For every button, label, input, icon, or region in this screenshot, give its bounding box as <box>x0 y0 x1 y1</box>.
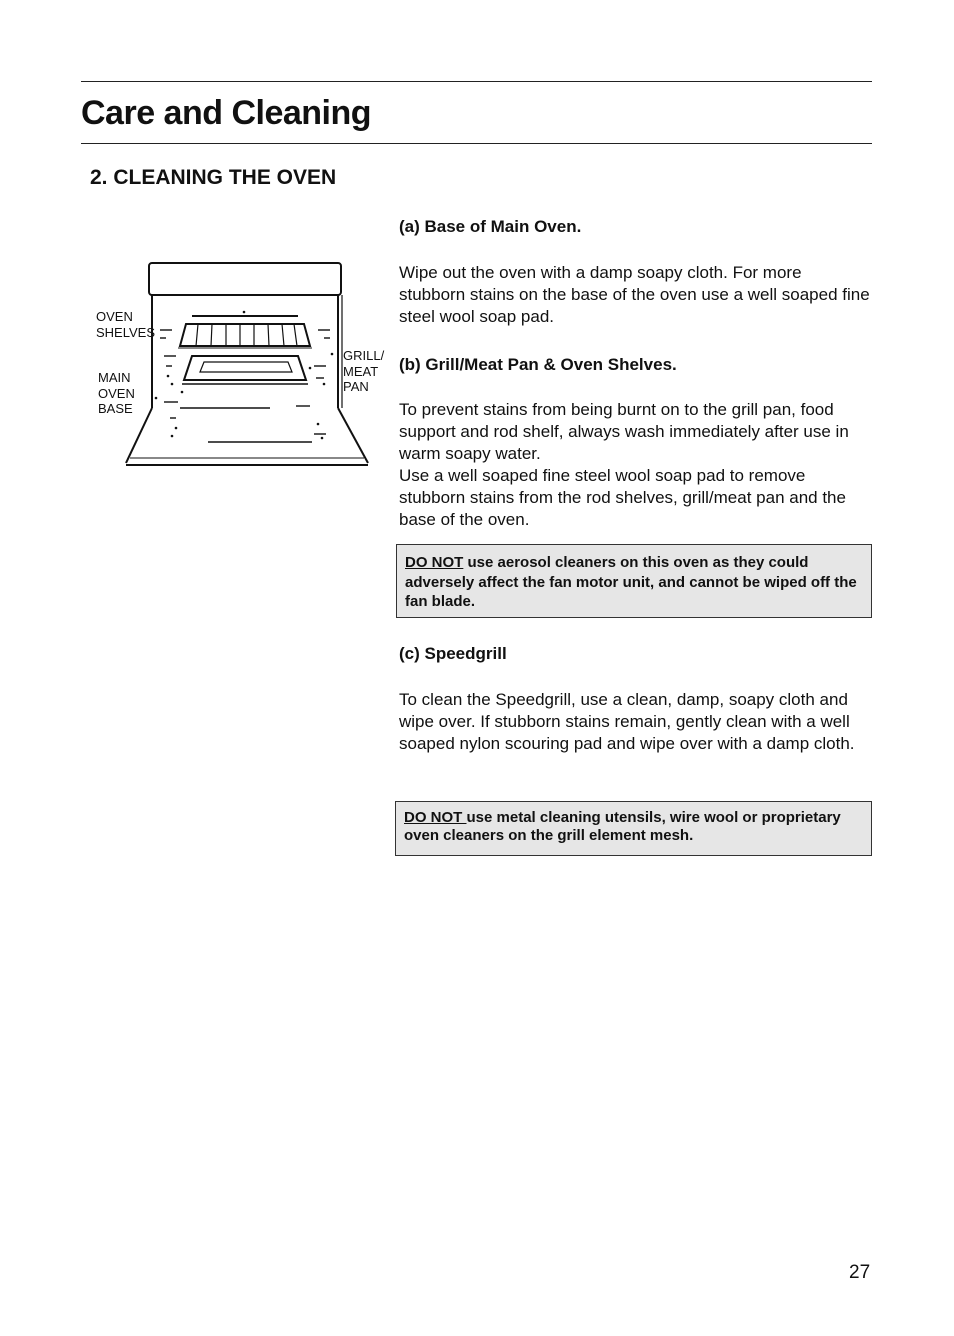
paragraph-a-wrap <box>399 262 871 328</box>
subheading-b-wrap <box>399 354 871 376</box>
oven-top-panel <box>149 263 341 295</box>
meat-pan-frame <box>184 356 306 380</box>
paragraph-b-wrap <box>399 399 871 531</box>
page-number: 27 <box>849 1262 871 1283</box>
oven-interior-illustration <box>120 258 375 473</box>
label-grill-meat-pan: GRILL/ MEAT PAN <box>343 348 385 394</box>
paragraph-base-of-main-oven: Wipe out the oven with a damp soapy cloth. For more stubborn stains on the base of the oven use a well soaped fine steel wool soap pad. <box>399 263 870 326</box>
oven-floor-left <box>126 408 152 463</box>
text-column <box>399 216 871 238</box>
paragraph-speedgrill: To clean the Speedgrill, use a clean, damp, soapy cloth and wipe over. If stubborn stains remain, gently clean with a well soaped nylon scouring pad and wipe over with a damp cloth. <box>399 690 855 753</box>
meat-pan-inner <box>200 362 292 372</box>
top-rule <box>81 81 872 82</box>
oven-floor-right <box>338 408 368 463</box>
subheading-grill-meat-pan: (b) Grill/Meat Pan & Oven Shelves. <box>399 355 677 374</box>
paragraph-c-wrap <box>399 689 871 755</box>
upper-shelf-frame <box>180 324 310 346</box>
warning-text: use aerosol cleaners on this oven as they could adversely affect the fan motor unit, and cannot be wiped off the fan blade. <box>405 554 857 610</box>
paragraph-grill-meat-pan-1: To prevent stains from being burnt on to the grill pan, food support and rod shelf, always wash immediately after use in warm soapy water. <box>399 400 849 463</box>
label-oven-shelves: OVEN SHELVES <box>96 309 156 340</box>
subheading-speedgrill: (c) Speedgrill <box>399 644 507 663</box>
page-title: Care and Cleaning <box>81 94 372 132</box>
warning-text: use metal cleaning utensils, wire wool or proprietary oven cleaners on the grill element mesh. <box>404 809 841 844</box>
warning-box-aerosol <box>396 544 872 618</box>
subheading-base-of-main-oven: (a) Base of Main Oven. <box>399 217 582 236</box>
label-main-oven-base: MAIN OVEN BASE <box>98 370 135 416</box>
paragraph-grill-meat-pan-2: Use a well soaped fine steel wool soap pad to remove stubborn stains from the rod shelves, grill/meat pan and the base of the oven. <box>399 466 846 529</box>
section-heading: 2. CLEANING THE OVEN <box>90 166 337 189</box>
subheading-c-wrap <box>399 643 871 665</box>
warning-emphasis: DO NOT <box>405 554 464 571</box>
warning-box-metal-utensils <box>395 801 872 856</box>
title-underline <box>81 143 872 144</box>
warning-emphasis: DO NOT <box>404 809 467 826</box>
